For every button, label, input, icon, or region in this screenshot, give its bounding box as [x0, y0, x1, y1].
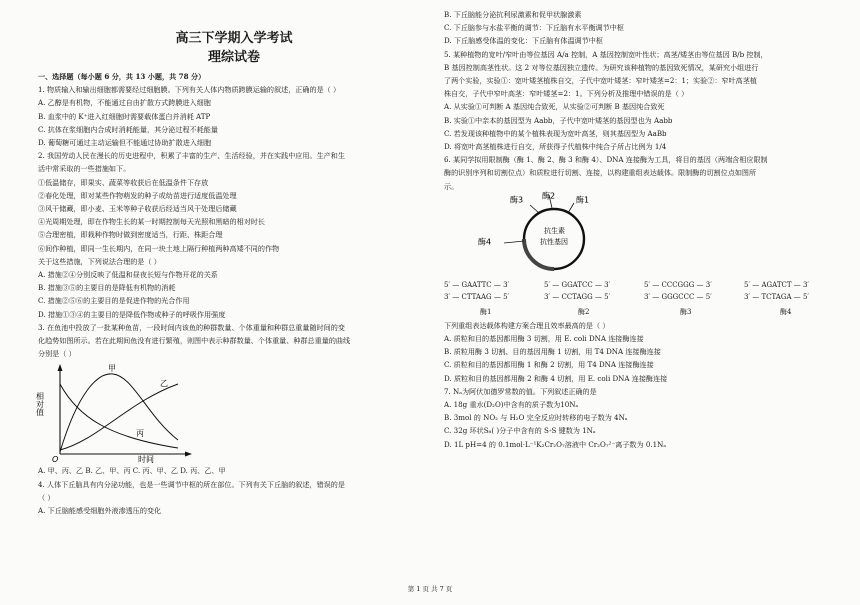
- gene-label-2: 抗性基因: [540, 237, 568, 246]
- q7-option-d: D. 1L pH=4 的 0.1mol·L⁻¹K₂Cr₂O₇溶液中 Cr₂O₇²⁻离子数为 0.1Nₐ: [444, 439, 667, 449]
- gene-label-1: 抗生素: [544, 226, 565, 235]
- exam-subtitle: 理综试卷: [207, 50, 260, 65]
- q7-option-a: A. 18g 重水(D₂O)中含有的质子数为10Nₐ: [444, 400, 579, 410]
- q4-stem: 4. 人体下丘脑具有内分泌功能，也是一些调节中枢的所在部位。下列有关下丘脑的叙述，错误的是: [38, 479, 345, 489]
- plasmid-diagram: [444, 193, 836, 273]
- plasmid-svg: [444, 193, 836, 273]
- q4-option-c: C. 下丘脑参与水盐平衡的调节：下丘脑有水平衡调节中枢: [444, 23, 624, 33]
- q5-option-b: B. 实验①中亲本的基因型为 Aabb，子代中宽叶矮茎的基因型也为 Aabb: [444, 115, 673, 125]
- q6-stem-3: 示。: [444, 181, 459, 191]
- q2-item-4: ④光周期处理，即在作物生长的某一时期控制每天光照和黑暗的相对时长: [38, 217, 265, 227]
- q1-option-a: A. 乙醇是有机物，不能通过自由扩散方式跨膜进入细胞: [38, 98, 211, 108]
- q2-option-b: B. 措施③⑤的主要目的是降低有机物的消耗: [38, 283, 176, 293]
- site3-bottom: 3′ — GGGCCC — 5′: [644, 292, 712, 301]
- e1-pointer: [568, 203, 574, 213]
- e4-pointer: [504, 241, 524, 243]
- q7-option-b: B. 3mol 的 NO₂ 与 H₂O 完全反应时转移的电子数为 4Nₐ: [444, 413, 628, 423]
- site4-top: 5′ — AGATCT — 3′: [744, 280, 809, 289]
- right-column: [444, 8, 836, 451]
- q6-option-a: A. 质粒和目的基因都用酶 3 切割，用 E. coli DNA 连接酶连接: [444, 334, 644, 344]
- exam-title: 高三下学期入学考试: [175, 31, 293, 46]
- q1-option-b: B. 血浆中的 K⁺进入红细胞时需要载体蛋白并消耗 ATP: [38, 111, 211, 121]
- e1-label: 酶1: [576, 195, 590, 205]
- q4-stem-cont: （ ）: [38, 492, 55, 502]
- site1-bottom: 3′ — CTTAAG — 5′: [444, 292, 510, 301]
- page-footer: 第 1 页 共 7 页: [407, 585, 453, 593]
- site3-name: 酶3: [680, 307, 692, 316]
- e3-pointer: [530, 205, 539, 213]
- q5-option-a: A. 从实验①可判断 A 基因纯合致死，从实验②可判断 B 基因纯合致死: [444, 102, 665, 112]
- q3-stem: 3. 在鱼池中投放了一批某种鱼苗，一段时间内该鱼的种群数量、个体重量和种群总重量随时间的变: [38, 322, 345, 332]
- restriction-sites-row: [444, 273, 836, 319]
- y-axis-arrow: [58, 364, 63, 371]
- q5-stem-3: 了两个实验，实验①：宽叶矮茎植株自交，子代中宽叶矮茎：窄叶矮茎=2：1；实验②：窄叶高茎植: [444, 76, 757, 86]
- curve-bing: [60, 384, 178, 448]
- q6-question: 下列重组表达载体构建方案合理且效率最高的是（ ）: [444, 320, 610, 330]
- q3-stem-end: 分别是（ ）: [38, 349, 76, 359]
- site2-name: 酶2: [578, 307, 590, 316]
- e3-label: 酶3: [510, 195, 524, 205]
- q2-item-6: ⑥间作种植，即同一生长期内，在同一块土地上隔行种植两种高矮不同的作物: [38, 243, 280, 253]
- q2-option-a: A. 措施②④分别反映了低温和昼夜长短与作物开花的关系: [38, 270, 218, 280]
- q4-option-d: D. 下丘脑感受体温的变化：下丘脑有体温调节中枢: [444, 36, 603, 46]
- e2-label: 酶2: [542, 191, 556, 201]
- q2-stem: 2. 我国劳动人民在漫长的历史进程中，积累了丰富的生产、生活经验，并在实践中应用。生产和生: [38, 151, 345, 161]
- q3-options: A. 甲、丙、乙 B. 乙、甲、丙 C. 丙、甲、乙 D. 丙、乙、甲: [38, 466, 226, 476]
- q7-stem: 7. Nₐ为阿伏加德罗常数的值。下列叙述正确的是: [444, 386, 597, 396]
- e4-label: 酶4: [478, 237, 492, 247]
- q2-item-5: ⑤合理密植，即栽种作物时做到密度适当，行距、株距合理: [38, 230, 223, 240]
- q5-option-d: D. 将宽叶高茎植株进行自交，所获得子代植株中纯合子所占比例为 1/4: [444, 142, 667, 152]
- site2-bottom: 3′ — CCTAGG — 5′: [544, 292, 611, 301]
- site3-top: 5′ — CCCGGG — 3′: [644, 280, 712, 289]
- site4-bottom: 3′ — TCTAGA — 5′: [744, 292, 809, 301]
- q2-item-1: ①低温储存，即果实、蔬菜等收获后在低温条件下存放: [38, 177, 209, 187]
- q5-stem-1: 5. 某种植物的宽叶/窄叶由等位基因 A/a 控制，A 基因控制宽叶性状；高茎/矮茎由等位基因 B/b 控制，: [444, 49, 768, 59]
- q5-stem-4: 株自交，子代中窄叶高茎：窄叶矮茎=2：1。下列分析及推理中错误的是（ ）: [444, 89, 689, 99]
- q2-item-2: ②春化处理，即对某些作物萌发的种子或幼苗进行适度低温处理: [38, 190, 237, 200]
- site2-top: 5′ — GGATCC — 3′: [544, 280, 611, 289]
- site4-name: 酶4: [780, 307, 792, 316]
- q5-option-c: C. 若发现该种植物中的某个植株表现为宽叶高茎，则其基因型为 AaBb: [444, 128, 667, 138]
- curve-bing-label: 丙: [136, 429, 144, 439]
- y-axis-label: 相对值: [35, 392, 45, 417]
- population-graph-svg: [35, 362, 198, 465]
- q1-option-d: D. 葡萄糖可通过主动运输但不能通过协助扩散进入细胞: [38, 138, 212, 148]
- q4-option-b: B. 下丘脑能分泌抗利尿激素和促甲状腺激素: [444, 10, 582, 19]
- origin-label: O: [52, 455, 59, 465]
- q3-stem-cont: 化趋势如图所示。若在此期间鱼没有进行繁殖，则图中表示种群数量、个体重量、种群总重量的曲线: [38, 336, 351, 346]
- site1-top: 5′ — GAATTC — 3′: [444, 280, 510, 289]
- x-axis-label: 时间: [138, 455, 154, 465]
- curve-yi-label: 乙: [160, 379, 168, 389]
- q2-option-d: D. 措施①③④的主要目的是降低作物或种子的呼吸作用强度: [38, 309, 226, 319]
- q5-stem-2: B 基因控制高茎性状。这 2 对等位基因独立遗传。为研究该种植物的基因致死情况，某研究小组进行: [444, 62, 759, 72]
- site1-name: 酶1: [480, 307, 492, 316]
- curve-yi: [60, 384, 178, 450]
- q4-option-a: A. 下丘脑能感受细胞外液渗透压的变化: [38, 506, 162, 516]
- q7-option-c: C. 32g 环状S₈( )分子中含有的 S-S 键数为 1Nₐ: [444, 426, 596, 436]
- q6-option-b: B. 质粒用酶 3 切割、目的基因用酶 1 切割，用 T4 DNA 连接酶连接: [444, 347, 661, 357]
- x-axis-arrow: [185, 452, 192, 457]
- q2-option-c: C. 措施②⑤⑥的主要目的是促进作物的光合作用: [38, 296, 190, 306]
- q1-stem: 1. 物质输入和输出细胞都需要经过细胞膜。下列有关人体内物质跨膜运输的叙述，正确的是（ ）: [38, 85, 341, 95]
- q6-stem-1: 6. 某同学拟用限制酶（酶 1、酶 2、酶 3 和酶 4）、DNA 连接酶为工具，将目的基因（两端含相应限制: [444, 155, 768, 165]
- curve-jia-label: 甲: [108, 364, 116, 374]
- population-graph: [35, 362, 430, 465]
- q6-option-c: C. 质粒和目的基因都用酶 1 和酶 2 切割，用 T4 DNA 连接酶连接: [444, 360, 654, 370]
- q1-option-c: C. 抗体在浆细胞内合成时消耗能量，其分泌过程不耗能量: [38, 124, 218, 134]
- q2-item-3: ③风干储藏，即小麦、玉米等种子收获后经适当风干处理后储藏: [38, 204, 237, 214]
- q6-option-d: D. 质粒和目的基因都用酶 2 和酶 4 切割，用 E. coli DNA 连接酶连接: [444, 373, 668, 383]
- left-column: [35, 8, 430, 517]
- q2-stem-cont: 活中常采取的一些措施如下。: [38, 164, 131, 174]
- q2-question: 关于这些措施，下列说法合理的是（ ）: [38, 256, 161, 266]
- section-heading: 一、选择题（每小题 6 分，共 13 小题，共 78 分）: [38, 72, 206, 81]
- q6-stem-2: 酶的识别序列和切割位点）和质粒进行切割、连接，以构建重组表达载体。限制酶的切割位点如图所: [444, 168, 757, 178]
